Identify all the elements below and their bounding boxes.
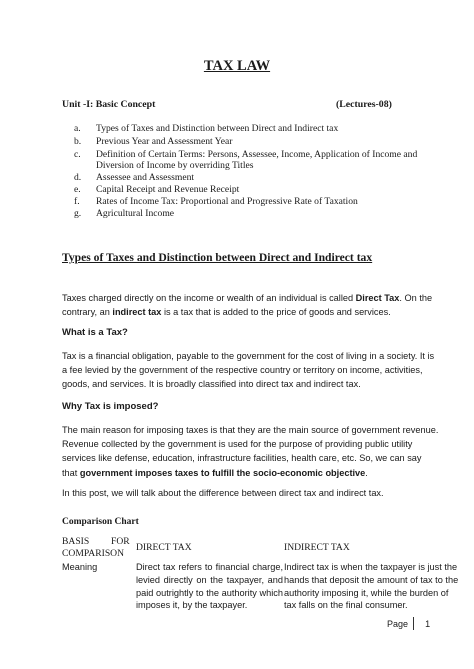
cell-line: hands that deposit the amount of tax to the: [284, 574, 459, 585]
paragraph-line: a fee levied by the government of the respective country or territory on income, activities,: [62, 365, 423, 376]
page-footer: [387, 619, 430, 629]
post-intro-paragraph: [62, 486, 396, 500]
topic-letter: d.: [74, 172, 82, 183]
paragraph-line: [62, 466, 396, 480]
cell-line: levied directly on the taxpayer, and: [136, 574, 283, 585]
text-run: . On the: [399, 293, 433, 303]
text-run: .: [365, 467, 368, 478]
topic-text: Diversion of Income by overriding Titles: [96, 160, 254, 171]
cell-line: paid outrightly to the authority which: [136, 587, 283, 598]
topic-letter: e.: [74, 184, 81, 195]
paragraph-line: The main reason for imposing taxes is that they are the main source of government revenue.: [62, 425, 439, 435]
topic-text: Assessee and Assessment: [96, 172, 195, 183]
topic-letter: g.: [74, 208, 82, 219]
term-direct-tax: Direct Tax: [355, 293, 400, 303]
text-run: Taxes charged directly on the income or wealth of an individual is called: [62, 293, 356, 303]
indirect-tax-meaning: [284, 561, 459, 612]
topic-text: Previous Year and Assessment Year: [96, 136, 233, 147]
comparison-chart-heading: Comparison Chart: [62, 517, 139, 527]
header-basis: BASIS: [62, 536, 90, 547]
topic-text: Rates of Income Tax: Proportional and Progressive Rate of Taxation: [96, 196, 358, 207]
header-direct-tax: DIRECT TAX: [136, 542, 192, 553]
tax-reason-paragraph: [62, 423, 439, 480]
header-indirect-tax: INDIRECT TAX: [284, 542, 350, 553]
lectures-count: (Lectures-08): [336, 99, 392, 110]
question-heading: What is a Tax?: [62, 327, 128, 338]
text-run: is a tax that is added to the price of goods and services.: [161, 307, 391, 318]
paragraph-line: [62, 291, 433, 305]
topic-text: Agricultural Income: [96, 208, 175, 219]
cell-line: authority imposing it, while the burden of: [284, 587, 449, 598]
topic-letter: b.: [74, 136, 82, 147]
header-basis-for: FOR: [111, 536, 130, 547]
term-indirect-tax: indirect tax: [112, 307, 162, 318]
page-number: 1: [425, 619, 431, 629]
topic-letter: f.: [74, 196, 80, 207]
tax-definition-paragraph: [62, 349, 435, 392]
key-statement: government imposes taxes to fulfill the socio-economic objective: [79, 467, 366, 478]
paragraph-line: goods, and services. It is broadly classified into direct tax and indirect tax.: [62, 379, 361, 390]
topic-text: Types of Taxes and Distinction between Direct and Indirect tax: [96, 123, 339, 134]
topic-text: Definition of Certain Terms: Persons, Assessee, Income, Application of Income and: [96, 149, 418, 160]
intro-paragraph: [62, 291, 433, 319]
header-comparison: COMPARISON: [62, 548, 125, 559]
section-heading: Types of Taxes and Distinction between Direct and Indirect tax: [62, 251, 373, 264]
document-title: TAX LAW: [203, 58, 271, 74]
unit-heading: Unit -I: Basic Concept: [62, 99, 156, 110]
row-label-meaning: Meaning: [62, 562, 98, 572]
question-heading: Why Tax is imposed?: [62, 401, 159, 412]
topic-letter: c.: [74, 149, 81, 160]
text-run: contrary, an: [62, 307, 113, 318]
page-label: Page: [387, 619, 409, 629]
cell-line: Direct tax refers to financial charge,: [136, 562, 283, 572]
topic-text: Capital Receipt and Revenue Receipt: [96, 184, 240, 195]
paragraph-line: [62, 305, 396, 319]
footer-divider: [413, 617, 414, 630]
paragraph-line: Revenue collected by the government is used for the purpose of providing public utility: [62, 439, 413, 450]
paragraph-line: Tax is a financial obligation, payable to the government for the cost of living in a society. It is: [62, 351, 435, 361]
text-run: that: [62, 467, 80, 478]
topic-letter: a.: [74, 123, 81, 134]
paragraph-line: In this post, we will talk about the difference between direct tax and indirect tax.: [62, 488, 384, 498]
cell-line: tax falls on the final consumer.: [284, 600, 408, 611]
cell-line: imposes it, by the taxpayer.: [136, 600, 248, 611]
cell-line: Indirect tax is when the taxpayer is just the: [284, 562, 458, 572]
paragraph-line: services like defense, education, infrastructure facilities, health care, etc. So, we can say: [62, 453, 422, 464]
direct-tax-meaning: [136, 561, 283, 612]
